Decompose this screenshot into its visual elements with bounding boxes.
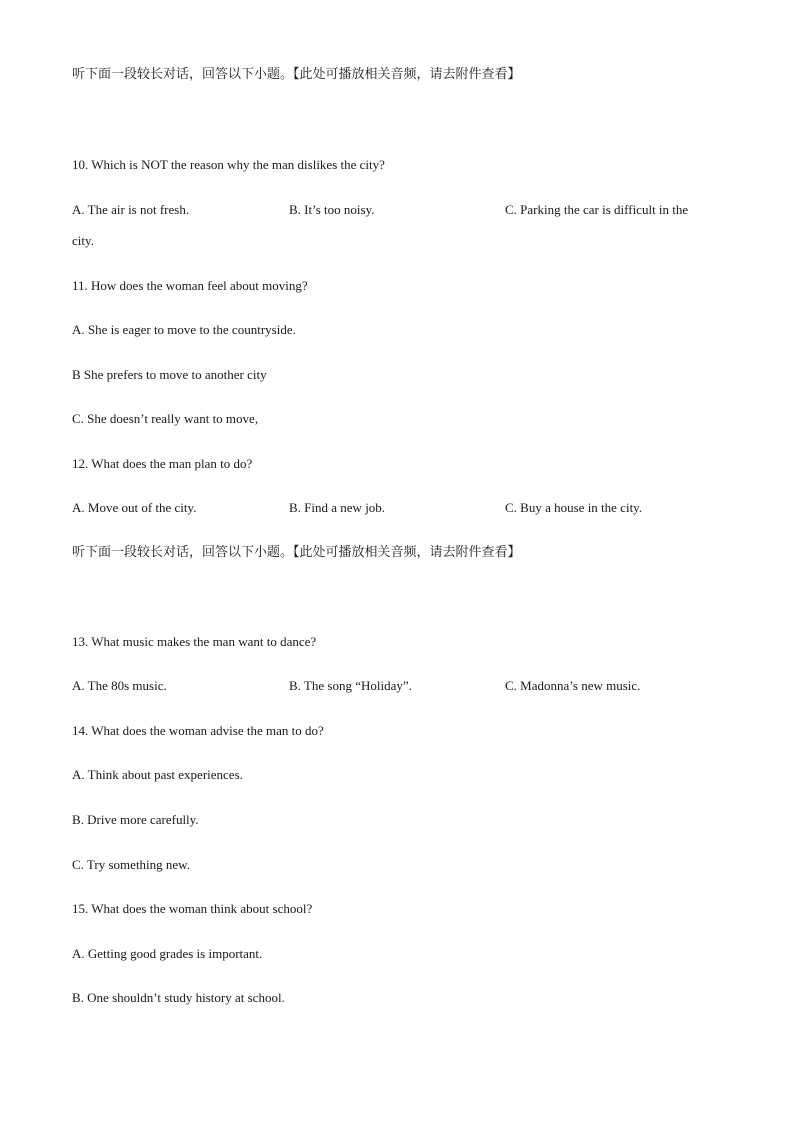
question-12-option-b: B. Find a new job. bbox=[289, 500, 386, 515]
question-13-option-a: A. The 80s music. bbox=[72, 678, 167, 693]
question-14-stem: 14. What does the woman advise the man to do? bbox=[72, 723, 324, 738]
question-10-option-c bbox=[505, 202, 688, 218]
question-15-option-a: A. Getting good grades is important. bbox=[72, 946, 263, 961]
question-12-option-c: C. Buy a house in the city. bbox=[505, 500, 643, 515]
question-11-stem: 11. How does the woman feel about moving? bbox=[72, 278, 308, 293]
question-13-option-c: C. Madonna’s new music. bbox=[505, 678, 641, 693]
question-15-stem: 15. What does the woman think about school? bbox=[72, 901, 313, 916]
question-10-stem: 10. Which is NOT the reason why the man dislikes the city? bbox=[72, 157, 385, 172]
question-15-option-b: B. One shouldn’t study history at school. bbox=[72, 990, 285, 1005]
section-instruction-2: 听下面一段较长对话，回答以下小题。【此处可播放相关音频，请去附件查看】 bbox=[72, 545, 521, 560]
question-12-option-a: A. Move out of the city. bbox=[72, 500, 197, 515]
question-10-option-c-text: C. Parking the car is difficult in the bbox=[505, 202, 689, 217]
question-10-option-b: B. It’s too noisy. bbox=[289, 202, 375, 217]
question-10-option-a: A. The air is not fresh. bbox=[72, 202, 190, 217]
question-11-option-a: A. She is eager to move to the countryside. bbox=[72, 322, 296, 337]
question-10-option-c-continued: city. bbox=[72, 233, 94, 248]
question-14-option-a: A. Think about past experiences. bbox=[72, 767, 243, 782]
question-14-option-b: B. Drive more carefully. bbox=[72, 812, 199, 827]
question-13-stem: 13. What music makes the man want to dance? bbox=[72, 634, 317, 649]
question-11-option-b: B She prefers to move to another city bbox=[72, 367, 267, 382]
section-instruction-1: 听下面一段较长对话，回答以下小题。【此处可播放相关音频，请去附件查看】 bbox=[72, 67, 521, 82]
question-11-option-c: C. She doesn’t really want to move, bbox=[72, 411, 259, 426]
question-12-stem: 12. What does the man plan to do? bbox=[72, 456, 253, 471]
question-14-option-c: C. Try something new. bbox=[72, 857, 190, 872]
question-13-option-b: B. The song “Holiday”. bbox=[289, 678, 412, 693]
